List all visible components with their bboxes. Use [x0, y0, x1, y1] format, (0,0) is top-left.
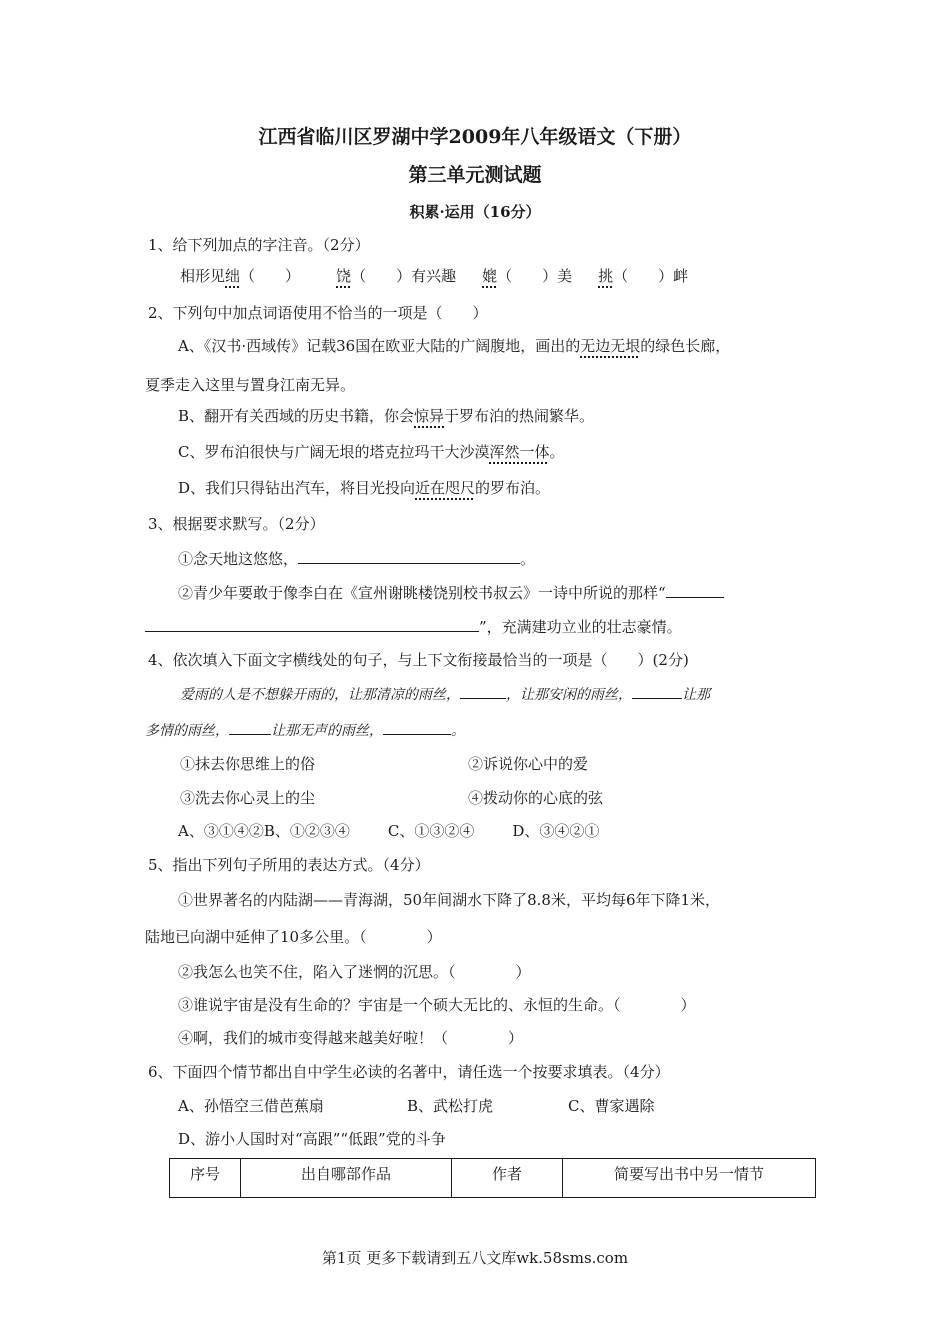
q6-stem: 6、下面四个情节都出自中学生必读的名著中，请任选一个按要求填表。（4分） [148, 1063, 670, 1081]
page-title: 江西省临川区罗湖中学2009年八年级语文（下册） [258, 126, 692, 148]
table-header-cell: 作者 [452, 1159, 563, 1198]
q4-choices: A、③①④②B、①②③④ C、①③②④ D、③④②① [178, 822, 600, 840]
q3-item-2-line2: ”，充满建功立业的壮志豪情。 [145, 616, 682, 637]
answer-table [169, 1158, 816, 1198]
table-header-row [170, 1159, 816, 1198]
q6-option-d: D、游小人国时对“高跟”“低跟”党的斗争 [178, 1130, 446, 1148]
answer-blank[interactable] [229, 720, 271, 735]
q3-item-2: ②青少年要敢于像李白在《宣州谢眺楼饶别校书叔云》一诗中所说的那样“ [178, 582, 724, 603]
q5-sentence-3: ③谁说宇宙是没有生命的？宇宙是一个硕大无比的、永恒的生命。（ ） [178, 996, 696, 1014]
q2-option-a: A、《汉书·西域传》记载36国在欧亚大陆的广阔腹地，画出的无边无垠的绿色长廊， [178, 337, 731, 355]
answer-blank[interactable] [383, 720, 451, 735]
q4-stem: 4、依次填入下面文字横线处的句子，与上下文衔接最恰当的一项是（ ）(2分) [148, 651, 689, 669]
q4-option-2: ②诉说你心中的爱 [468, 755, 589, 773]
q5-sentence-1: ①世界著名的内陆湖——青海湖，50年间湖水下降了8.8米，平均每6年下降1米， [178, 891, 721, 909]
q3-item-1: ①念天地这悠悠， 。 [178, 550, 536, 568]
q4-option-3: ③洗去你心灵上的尘 [180, 789, 316, 807]
section-heading: 积累·运用（16分） [409, 203, 541, 221]
q1-stem: 1、给下列加点的字注音。（2分） [148, 236, 370, 254]
page-subtitle: 第三单元测试题 [408, 164, 542, 186]
q5-sentence-1-line2: 陆地已向湖中延伸了10多公里。（ ） [145, 928, 442, 946]
q2-option-a-line2: 夏季走入这里与置身江南无异。 [145, 376, 356, 394]
answer-blank[interactable] [632, 684, 682, 699]
q6-option-c: C、曹家遇除 [568, 1097, 655, 1115]
q2-option-c: C、罗布泊很快与广阔无垠的塔克拉玛干大沙漠浑然一体。 [178, 443, 565, 461]
q2-option-d: D、我们只得钻出汽车，将目光投向近在咫尺的罗布泊。 [178, 479, 551, 497]
table-header-cell: 出自哪部作品 [241, 1159, 452, 1198]
q2-option-b: B、翻开有关西域的历史书籍，你会惊异于罗布泊的热闹繁华。 [178, 407, 595, 425]
q6-option-a: A、孙悟空三借芭蕉扇 [178, 1097, 324, 1115]
q5-sentence-4: ④啊，我们的城市变得越来越美好啦！（ ） [178, 1029, 524, 1047]
answer-blank[interactable] [145, 617, 479, 632]
q4-option-1: ①抹去你思维上的俗 [180, 755, 316, 773]
table-header-cell: 简要写出书中另一情节 [563, 1159, 816, 1198]
page-footer: 第1页 更多下载请到五八文库wk.58sms.com [321, 1249, 629, 1267]
q4-option-4: ④拨动你的心底的弦 [468, 789, 604, 807]
q4-passage-line2: 多情的雨丝， 让那无声的雨丝， 。 [145, 720, 465, 740]
answer-blank[interactable] [460, 684, 506, 699]
q1-items: 相形见绌（ ） 饶（ ）有兴趣 媲（ ）美 挑（ ）衅 [180, 267, 689, 285]
q5-sentence-2: ②我怎么也笑不住，陷入了迷惘的沉思。（ ） [178, 963, 531, 981]
q4-passage-line1: 爱雨的人是不想躲开雨的，让那清凉的雨丝， ，让那安闲的雨丝， 让那 [180, 684, 710, 704]
q5-stem: 5、指出下列句子所用的表达方式。（4分） [148, 856, 430, 874]
answer-blank[interactable] [298, 549, 520, 564]
answer-blank[interactable] [666, 583, 724, 598]
q3-stem: 3、根据要求默写。（2分） [148, 515, 325, 533]
q6-option-b: B、武松打虎 [407, 1097, 494, 1115]
q2-stem: 2、下列句中加点词语使用不恰当的一项是（ ） [148, 304, 488, 322]
table-header-cell: 序号 [170, 1159, 241, 1198]
